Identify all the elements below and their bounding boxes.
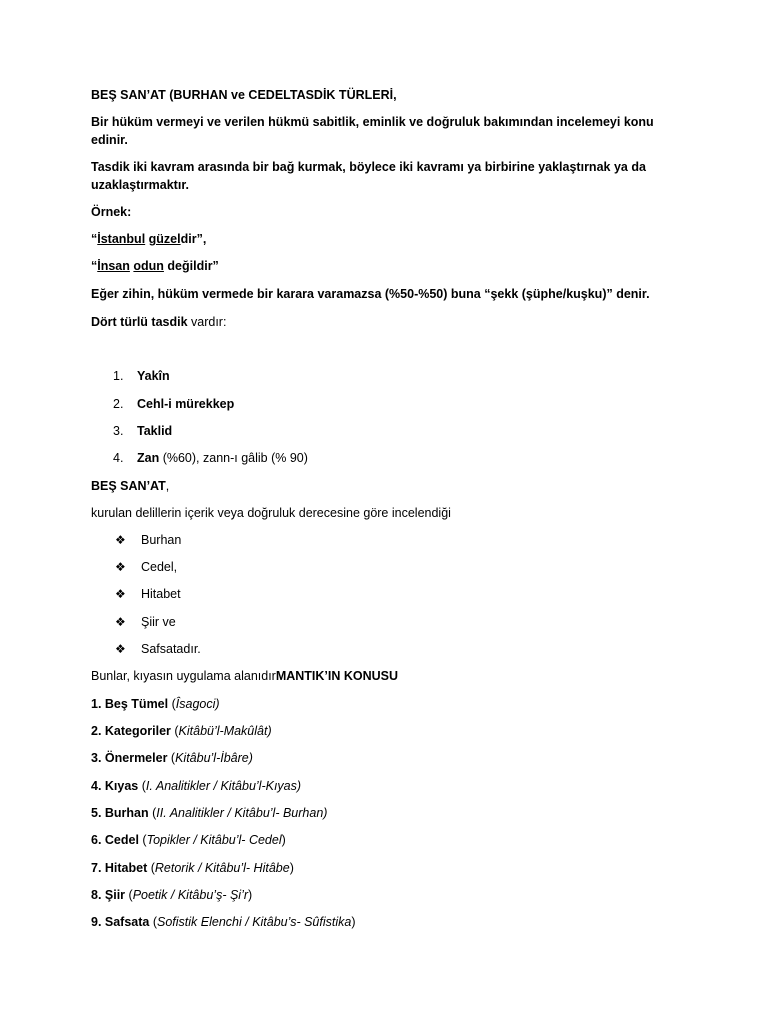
- document-heading: BEŞ SAN’AT (BURHAN ve CEDELTASDİK TÜRLERİ,: [91, 88, 397, 102]
- list-item: 2. Cehl-i mürekkep: [113, 397, 235, 411]
- example-word-odun: odun: [133, 259, 164, 273]
- example-word-istanbul: İstanbul: [97, 232, 146, 246]
- bes-sanat-description: kurulan delillerin içerik veya doğruluk derecesine göre incelendiği: [91, 506, 451, 520]
- doubt-sentence: Eğer zihin, hüküm vermede bir karara varamazsa (%50-%50) buna “şekk (şüphe/kuşku)” denir.: [91, 287, 650, 301]
- list-item: 1. Yakîn: [113, 369, 170, 383]
- topic-item: 7. Hitabet (Retorik / Kitâbu’l- Hitâbe): [91, 861, 294, 875]
- tasdik-types-intro: Dört türlü tasdik vardır:: [91, 315, 227, 329]
- topic-item: 8. Şiir (Poetik / Kitâbu’ş- Şi’r): [91, 888, 253, 902]
- example-sentence-2: “İnsan odun değildir”: [91, 259, 219, 273]
- example-sentence-1: “İstanbul güzeldir”,: [91, 232, 207, 246]
- diamond-bullet-icon: ❖: [115, 587, 126, 601]
- list-number: 4.: [113, 451, 124, 465]
- paragraph-tasdik-line-2: uzaklaştırmaktır.: [91, 178, 189, 192]
- list-number: 2.: [113, 397, 124, 411]
- list-item: ❖ Şiir ve: [115, 615, 176, 629]
- topic-item: 1. Beş Tümel (Îsagoci): [91, 697, 220, 711]
- topic-item: 3. Önermeler (Kitâbu’l-İbâre): [91, 751, 253, 765]
- list-item: ❖ Burhan: [115, 533, 182, 547]
- topic-item: 6. Cedel (Topikler / Kitâbu’l- Cedel): [91, 833, 286, 847]
- quote-open: “: [91, 259, 98, 273]
- paragraph-tasdik-line-1: Tasdik iki kavram arasında bir bağ kurmak, böylece iki kavramı ya birbirine yaklaştırnak ya da: [91, 160, 646, 174]
- topic-item: 4. Kıyas (I. Analitikler / Kitâbu’l-Kıyas): [91, 779, 302, 793]
- list-item: ❖ Safsatadır.: [115, 642, 201, 656]
- topic-item: 2. Kategoriler (Kitâbü’l-Makûlât): [91, 724, 272, 738]
- diamond-bullet-icon: ❖: [115, 533, 126, 547]
- topic-item: 9. Safsata (Sofistik Elenchi / Kitâbu’s- Sûfistika): [91, 915, 356, 929]
- diamond-bullet-icon: ❖: [115, 560, 126, 574]
- paragraph-definition-line-1: Bir hüküm vermeyi ve verilen hükmü sabitlik, eminlik ve doğruluk bakımından incelemeyi konu: [91, 115, 654, 129]
- example-word-insan: İnsan: [97, 259, 130, 273]
- section-heading-mantik: MANTIK’IN KONUSU: [275, 669, 399, 683]
- list-item: ❖ Hitabet: [115, 587, 181, 601]
- list-item: 4. Zan (%60), zann-ı gâlib (% 90): [113, 451, 308, 465]
- list-number: 3.: [113, 424, 124, 438]
- list-item: 3. Taklid: [113, 424, 173, 438]
- diamond-bullet-icon: ❖: [115, 642, 126, 656]
- list-item: ❖ Cedel,: [115, 560, 178, 574]
- bes-sanat-title: BEŞ SAN’AT,: [91, 479, 170, 493]
- example-word-guzel: güzel: [148, 232, 181, 246]
- list-number: 1.: [113, 369, 124, 383]
- quote-open: “: [91, 232, 98, 246]
- diamond-bullet-icon: ❖: [115, 615, 126, 629]
- transition-line: Bunlar, kıyasın uygulama alanıdırMANTIK’IN KONUSU: [91, 669, 399, 683]
- topic-item: 5. Burhan (II. Analitikler / Kitâbu’l- Burhan): [91, 806, 328, 820]
- paragraph-definition-line-2: edinir.: [91, 133, 128, 147]
- example-label: Örnek:: [91, 205, 132, 219]
